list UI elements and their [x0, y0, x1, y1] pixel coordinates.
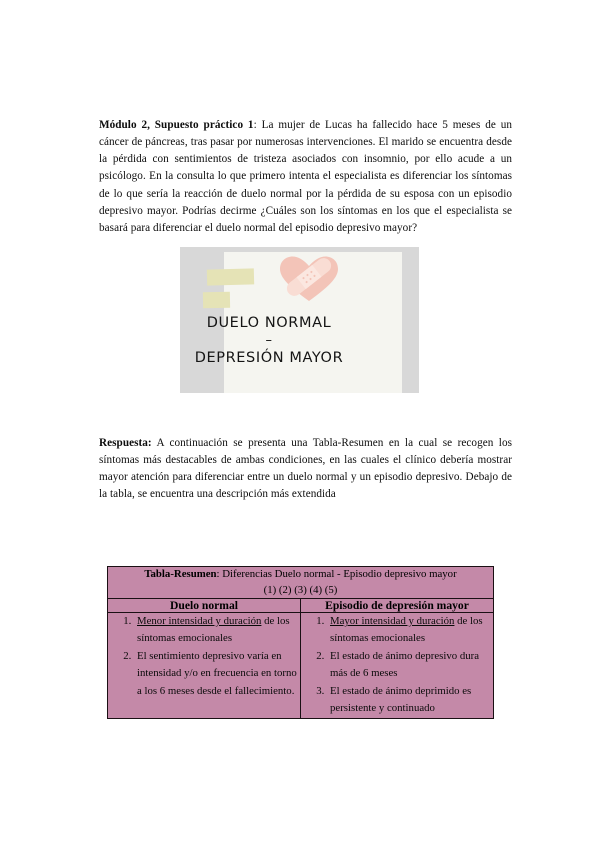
- respuesta-lead-label: Respuesta:: [99, 437, 152, 450]
- table-body-row: [108, 613, 494, 719]
- column-header-duelo-normal: Duelo normal: [108, 599, 301, 613]
- card-title-line-2: DEPRESIÓN MAYOR: [194, 350, 344, 366]
- list-item: [327, 683, 493, 717]
- list-item-text: de los síntomas emocionales: [137, 615, 290, 645]
- list-item-emphasis: Menor intensidad y duración: [137, 615, 262, 628]
- table-title-cell: [108, 567, 494, 599]
- list-item-text: El estado de ánimo deprimido es persistente y continuado: [330, 685, 472, 715]
- table-title-rest: : Diferencias Duelo normal - Episodio depresivo mayor: [216, 568, 457, 580]
- illustration-card-text: [180, 313, 358, 369]
- column-header-depresion-mayor: Episodio de depresión mayor: [301, 599, 494, 613]
- table-header-row: [108, 599, 494, 613]
- list-item: [327, 613, 493, 647]
- cell-duelo-normal-items: [108, 613, 301, 719]
- intro-lead-label: Módulo 2, Supuesto práctico 1: [99, 119, 254, 132]
- table-title-bold: Tabla-Resumen: [144, 568, 217, 580]
- table-title-row: [108, 567, 494, 599]
- respuesta-paragraph: [99, 435, 512, 503]
- cell-depresion-mayor-items: [301, 613, 494, 719]
- list-item-emphasis: Mayor intensidad y duración: [330, 615, 455, 628]
- intro-paragraph: [99, 117, 512, 237]
- card-title-line-1: DUELO NORMAL: [206, 315, 332, 331]
- list-item: [134, 613, 300, 647]
- duelo-normal-list: [108, 613, 300, 700]
- depresion-mayor-list: [301, 613, 493, 717]
- list-item: [134, 648, 300, 700]
- duelo-depresion-illustration: [180, 247, 419, 393]
- intro-body-text: : La mujer de Lucas ha fallecido hace 5 meses de un cáncer de páncreas, tras pasar por numerosas intervenciones. El marido se encuentra desde la pérdida con sentimientos de tristeza asociados con insomnio, por ello acude a un psicólogo. En la consulta lo que primero intenta el especialista es diferenciar los síntomas de lo que sería la reacción de duelo normal por la pérdida de su esposa con un episodio depresivo mayor. Podrías decirme ¿Cuáles son los síntomas en los que el especialista se basará para diferenciar el duelo normal del episodio depresivo mayor?: [99, 119, 512, 234]
- tape-strip-bottom: [203, 292, 230, 308]
- list-item-text: El sentimiento depresivo varía en intensidad y/o en frecuencia en torno a los 6 meses desde el fallecimiento.: [137, 650, 297, 697]
- summary-table: [107, 566, 494, 719]
- tape-strip-top: [207, 268, 254, 285]
- bandaged-heart-icon: [278, 255, 340, 303]
- table-title-references: (1) (2) (3) (4) (5): [263, 583, 338, 596]
- respuesta-body-text: A continuación se presenta una Tabla-Resumen en la cual se recogen los síntomas más destacables de ambas condiciones, en las cuales el clínico debería mostrar mayor atención para diferenciar entre un duelo normal y un episodio depresivo. Debajo de la tabla, se encuentra una descripción más extendida: [99, 437, 512, 501]
- list-item: [327, 648, 493, 682]
- list-item-text: El estado de ánimo depresivo dura más de 6 meses: [330, 650, 480, 680]
- list-item-text: de los síntomas emocionales: [330, 615, 483, 645]
- card-title-separator: –: [265, 333, 273, 348]
